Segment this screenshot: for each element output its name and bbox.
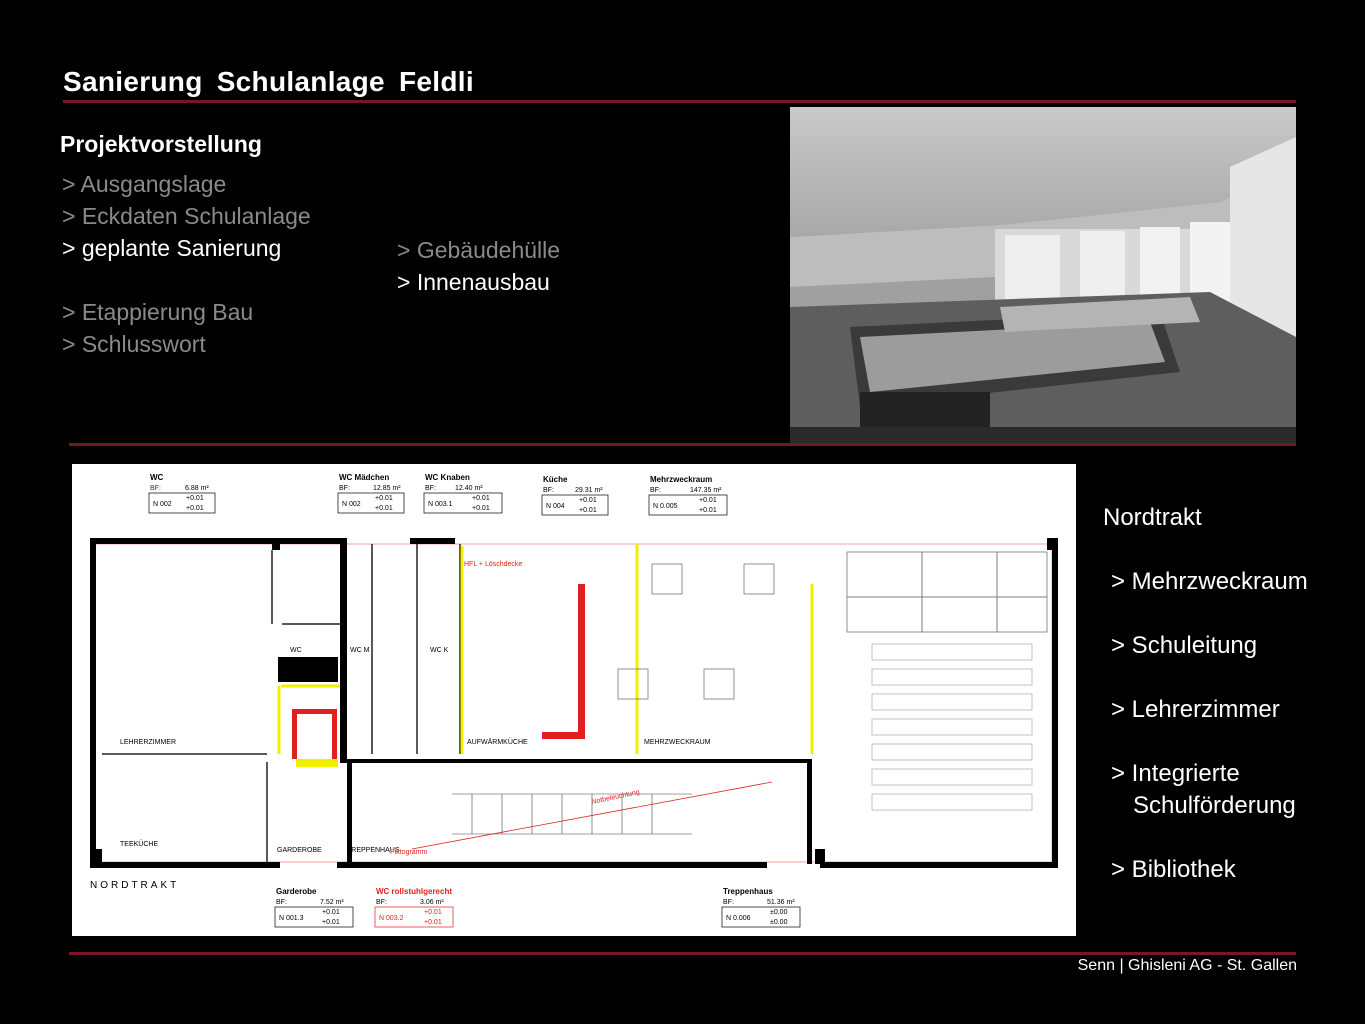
label-wc-m: WC M xyxy=(350,647,370,654)
label-notbeleuchtung: Notbeleuchtung xyxy=(590,788,641,806)
label-teekueche: TEEKÜCHE xyxy=(120,841,159,848)
svg-text:+0.01: +0.01 xyxy=(186,505,204,512)
room-tag-mehrzweckraum xyxy=(649,475,727,515)
middle-divider xyxy=(69,443,1296,446)
label-wc: WC xyxy=(290,647,302,654)
svg-text:147.35 m²: 147.35 m² xyxy=(690,487,722,494)
menu-item-schlusswort[interactable]: > Schlusswort xyxy=(62,331,206,357)
submenu-item-innenausbau[interactable]: > Innenausbau xyxy=(397,269,550,295)
svg-text:BF:: BF: xyxy=(150,485,161,492)
label-mehrzweckraum: MEHRZWECKRAUM xyxy=(644,739,711,746)
svg-text:+0.01: +0.01 xyxy=(424,909,442,916)
label-piktogramm: Piktogramm xyxy=(390,849,428,856)
svg-text:+0.01: +0.01 xyxy=(472,505,490,512)
svg-text:7.52 m²: 7.52 m² xyxy=(320,899,344,906)
svg-text:12.85 m²: 12.85 m² xyxy=(373,485,401,492)
list-item-schuleitung: > Schuleitung xyxy=(1111,632,1258,659)
svg-text:WC: WC xyxy=(150,473,164,482)
room-tag-kueche xyxy=(542,475,608,515)
floor-plan xyxy=(72,464,1076,936)
nav-menu xyxy=(62,168,311,360)
svg-text:BF:: BF: xyxy=(339,485,350,492)
room-tag-wc xyxy=(149,473,215,513)
label-lehrerzimmer: LEHRERZIMMER xyxy=(120,739,177,746)
svg-text:WC rollstuhlgerecht: WC rollstuhlgerecht xyxy=(376,887,453,896)
room-tag-treppenhaus xyxy=(722,887,800,927)
svg-text:N 002: N 002 xyxy=(153,501,172,508)
svg-text:N 0.005: N 0.005 xyxy=(653,503,678,510)
submenu-item-gebaeudehuelle[interactable]: > Gebäudehülle xyxy=(397,237,561,263)
svg-text:3.06 m²: 3.06 m² xyxy=(420,899,444,906)
nordtrakt-list xyxy=(1103,502,1308,886)
svg-text:N 003.2: N 003.2 xyxy=(379,915,404,922)
svg-text:51.36 m²: 51.36 m² xyxy=(767,899,795,906)
svg-text:N 0.006: N 0.006 xyxy=(726,915,751,922)
svg-text:BF:: BF: xyxy=(425,485,436,492)
list-item-bibliothek: > Bibliothek xyxy=(1111,856,1236,883)
svg-text:6.88 m²: 6.88 m² xyxy=(185,485,209,492)
svg-text:N 002: N 002 xyxy=(342,501,361,508)
svg-text:12.40 m²: 12.40 m² xyxy=(455,485,483,492)
svg-text:+0.01: +0.01 xyxy=(322,919,340,926)
svg-text:BF:: BF: xyxy=(650,487,661,494)
svg-text:BF:: BF: xyxy=(276,899,287,906)
svg-text:BF:: BF: xyxy=(723,899,734,906)
list-item-integrierte: > Integrierte xyxy=(1111,760,1240,787)
submenu xyxy=(397,234,560,298)
page-title: Sanierung Schulanlage Feldli xyxy=(63,66,474,97)
room-tag-garderobe xyxy=(275,887,353,927)
menu-item-ausgangslage[interactable]: > Ausgangslage xyxy=(62,171,227,197)
menu-item-eckdaten[interactable]: > Eckdaten Schulanlage xyxy=(62,203,311,229)
svg-text:BF:: BF: xyxy=(543,487,554,494)
library-shelves xyxy=(872,644,1032,810)
svg-text:+0.01: +0.01 xyxy=(472,495,490,502)
nordtrakt-heading: Nordtrakt xyxy=(1103,504,1202,531)
label-hfl: HFL + Löschdecke xyxy=(464,561,523,568)
svg-text:BF:: BF: xyxy=(376,899,387,906)
menu-item-geplante-sanierung[interactable]: > geplante Sanierung xyxy=(62,235,282,261)
svg-text:±0.00: ±0.00 xyxy=(770,909,788,916)
svg-text:WC Knaben: WC Knaben xyxy=(425,473,470,482)
svg-text:+0.01: +0.01 xyxy=(579,497,597,504)
label-treppenhaus: TREPPENHAUS xyxy=(347,847,400,854)
svg-text:Mehrzweckraum: Mehrzweckraum xyxy=(650,475,713,484)
footer-divider xyxy=(69,952,1296,955)
svg-text:+0.01: +0.01 xyxy=(375,495,393,502)
svg-text:+0.01: +0.01 xyxy=(322,909,340,916)
label-aufwaermkueche: AUFWÄRMKÜCHE xyxy=(467,739,528,746)
svg-text:Garderobe: Garderobe xyxy=(276,887,317,896)
menu-item-etappierung[interactable]: > Etappierung Bau xyxy=(62,299,254,325)
svg-text:WC Mädchen: WC Mädchen xyxy=(339,473,390,482)
svg-text:N 004: N 004 xyxy=(546,503,565,510)
label-garderobe: GARDEROBE xyxy=(277,847,322,854)
list-item-lehrerzimmer: > Lehrerzimmer xyxy=(1111,696,1280,723)
title-divider xyxy=(63,100,1296,103)
svg-text:29.31 m²: 29.31 m² xyxy=(575,487,603,494)
svg-text:+0.01: +0.01 xyxy=(186,495,204,502)
svg-text:±0.00: ±0.00 xyxy=(770,919,788,926)
footer-company: Senn | Ghisleni AG - St. Gallen xyxy=(1077,957,1297,974)
svg-text:Küche: Küche xyxy=(543,475,568,484)
svg-text:+0.01: +0.01 xyxy=(579,507,597,514)
list-item-mehrzweckraum: > Mehrzweckraum xyxy=(1111,568,1308,595)
svg-text:Treppenhaus: Treppenhaus xyxy=(723,887,773,896)
classroom-photo xyxy=(790,107,1296,444)
section-heading: Projektvorstellung xyxy=(60,131,262,157)
svg-text:+0.01: +0.01 xyxy=(375,505,393,512)
room-tag-wc-maedchen xyxy=(338,473,404,513)
svg-text:+0.01: +0.01 xyxy=(699,507,717,514)
svg-text:+0.01: +0.01 xyxy=(699,497,717,504)
svg-text:+0.01: +0.01 xyxy=(424,919,442,926)
plan-label-nordtrakt: NORDTRAKT xyxy=(90,880,180,891)
label-wc-k: WC K xyxy=(430,647,449,654)
svg-text:N 001.3: N 001.3 xyxy=(279,915,304,922)
room-tag-wc-knaben xyxy=(424,473,502,513)
svg-text:N 003.1: N 003.1 xyxy=(428,501,453,508)
room-tag-wc-rollstuhl xyxy=(375,887,453,927)
list-item-schulfoerderung: Schulförderung xyxy=(1133,792,1296,819)
